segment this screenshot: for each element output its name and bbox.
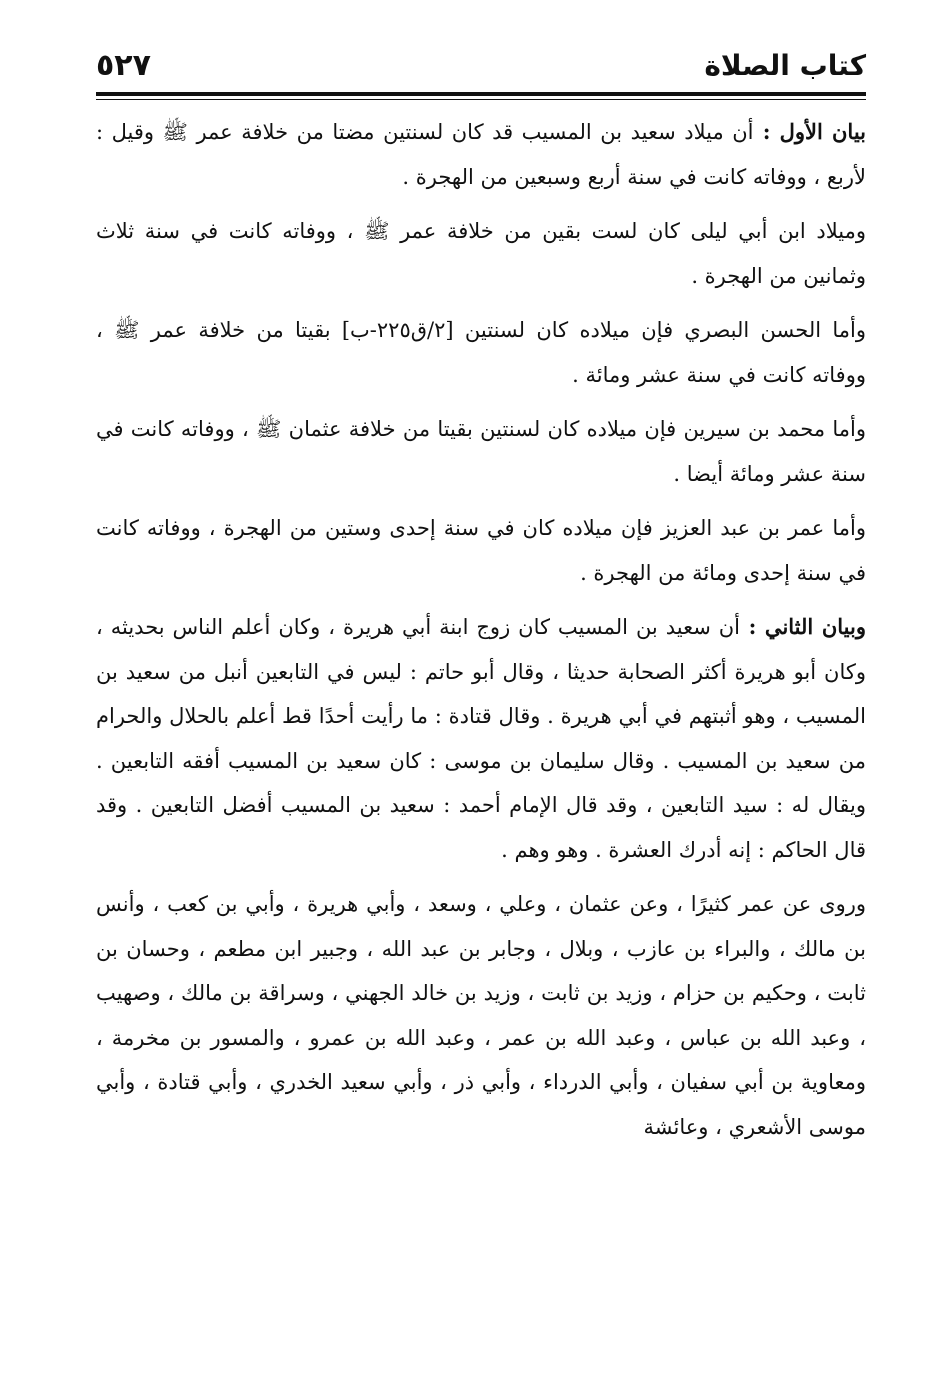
page-body [96, 110, 866, 1149]
paragraph-text: وأما عمر بن عبد العزيز فإن ميلاده كان في سنة إحدى وستين من الهجرة ، ووفاته كانت في سنة إحدى ومائة من الهجرة . [96, 516, 866, 585]
paragraph-text: وميلاد ابن أبي ليلى كان لست بقين من خلافة عمر ﷺ ، ووفاته كانت في سنة ثلاث وثمانين من الهجرة . [96, 219, 866, 288]
paragraph-first-statement [96, 110, 866, 199]
paragraph-lead: بيان الأول : [753, 119, 866, 144]
paragraph-second-statement [96, 605, 866, 872]
running-header [96, 30, 866, 86]
paragraph-text: أن ميلاد سعيد بن المسيب قد كان لسنتين مضتا من خلافة عمر ﷺ وقيل : لأربع ، ووفاته كانت في سنة أربع وسبعين من الهجرة . [96, 120, 866, 189]
book-title: كتاب الصلاة [704, 49, 866, 82]
paragraph-text: وأما محمد بن سيرين فإن ميلاده كان لسنتين بقيتا من خلافة عثمان ﷺ ، ووفاته كانت في سنة عشر ومائة أيضا . [96, 417, 866, 486]
paragraph-text: أن سعيد بن المسيب كان زوج ابنة أبي هريرة ، وكان أعلم الناس بحديثه ، وكان أبو هريرة أكثر الصحابة حديثا ، وقال أبو حاتم : ليس في التابعين أنبل من سعيد بن المسيب ، وهو أثبتهم في أبي هريرة . وقال قتادة : ما رأيت أحدًا قط أعلم بالحلال والحرام من سعيد بن المسيب . وقال سليمان بن موسى : كان سعيد بن المسيب أفقه التابعين . ويقال له : سيد التابعين ، وقد قال الإمام أحمد : سعيد بن المسيب أفضل التابعين . وقد قال الحاكم : إنه أدرك العشرة . وهو وهم . [96, 615, 866, 862]
page-number: ٥٢٧ [96, 48, 151, 83]
paragraph-ibn-sirin [96, 407, 866, 496]
book-page [96, 30, 866, 1159]
paragraph-text: وأما الحسن البصري فإن ميلاده كان لسنتين [٢/ق٢٢٥-ب] بقيتا من خلافة عمر ﷺ ، ووفاته كانت في سنة عشر ومائة . [96, 318, 866, 387]
paragraph-ibn-abi-layla [96, 209, 866, 298]
paragraph-text: وروى عن عمر كثيرًا ، وعن عثمان ، وعلي ، وسعد ، وأبي هريرة ، وأبي بن كعب ، وأنس بن مالك ، والبراء بن عازب ، وبلال ، وجابر بن عبد الله ، وجبير ابن مطعم ، وحسان بن ثابت ، وحكيم بن حزام ، وزيد بن ثابت ، وزيد بن خالد الجهني ، وسراقة بن مالك ، وصهيب ، وعبد الله بن عباس ، وعبد الله بن عمر ، وعبد الله بن عمرو ، والمسور بن مخرمة ، ومعاوية بن أبي سفيان ، وأبي الدرداء ، وأبي ذر ، وأبي سعيد الخدري ، وأبي قتادة ، وأبي موسى الأشعري ، وعائشة [96, 892, 866, 1139]
header-rule [96, 92, 866, 100]
paragraph-umar-abd-al-aziz [96, 506, 866, 595]
paragraph-narrators [96, 882, 866, 1149]
paragraph-hasan-basri [96, 308, 866, 397]
paragraph-lead: وبيان الثاني : [740, 614, 866, 639]
